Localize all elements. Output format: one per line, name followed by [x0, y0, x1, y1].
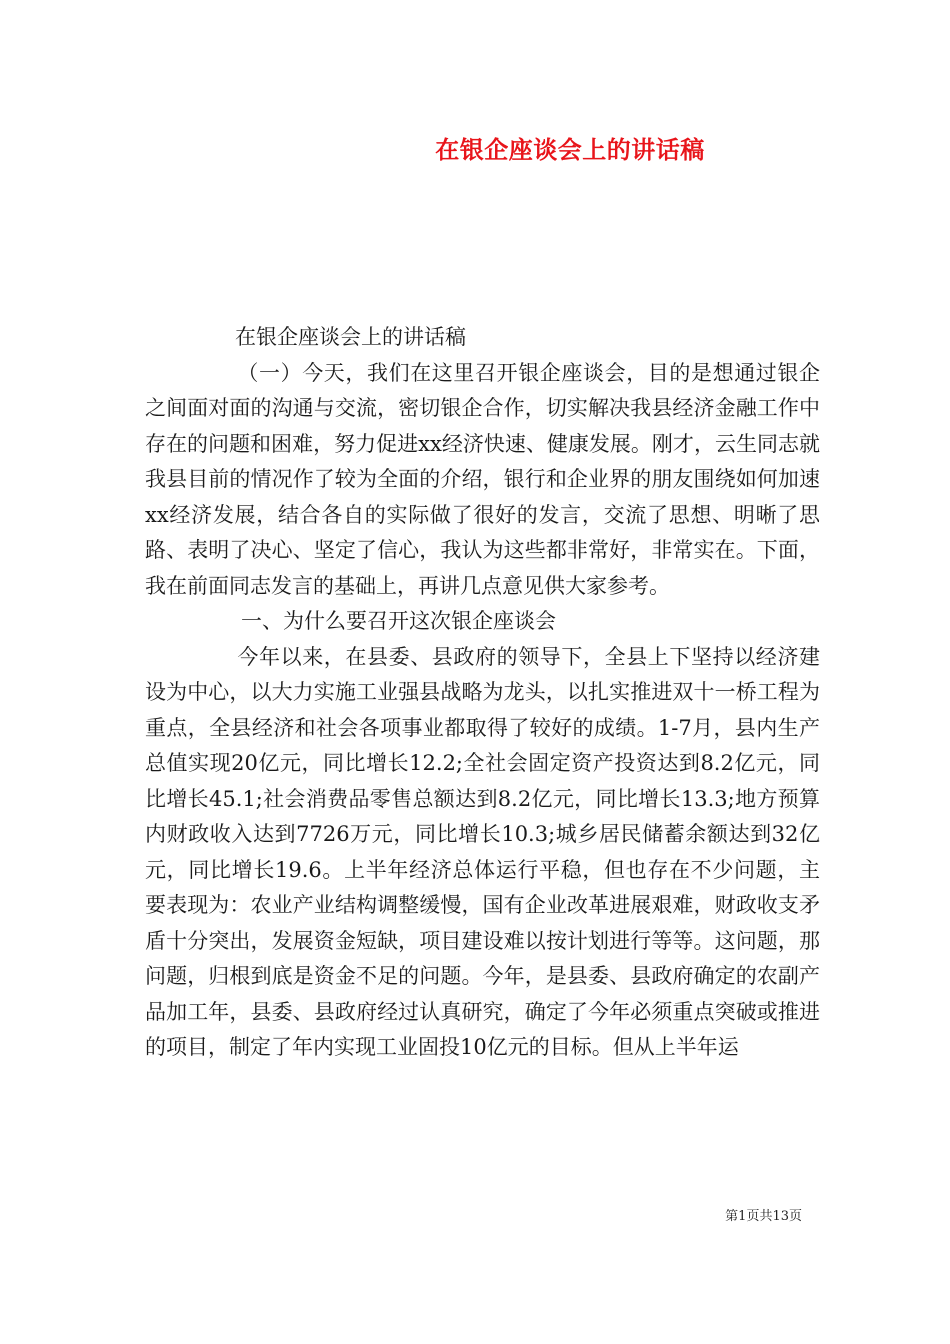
document-subtitle: 在银企座谈会上的讲话稿 — [235, 325, 466, 349]
page-number: 第1页共13页 — [725, 1209, 802, 1224]
document-body — [145, 320, 820, 1066]
section-heading-1: 一、为什么要召开这次银企座谈会 — [241, 609, 556, 633]
page-title: 在银企座谈会上的讲话稿 — [435, 135, 705, 164]
paragraph-section-1: 今年以来，在县委、县政府的领导下，全县上下坚持以经济建设为中心，以大力实施工业强县战略为龙头，以扎实推进双十一桥工程为重点，全县经济和社会各项事业都取得了较好的成绩。1-7月，县内生产总值实现20亿元，同比增长12.2;全社会固定资产投资达到8.2亿元，同比增长45.1;社会消费品零售总额达到8.2亿元，同比增长13.3;地方预算内财政收入达到7726万元，同比增长10.3;城乡居民储蓄余额达到32亿元，同比增长19.6。上半年经济总体运行平稳，但也存在不少问题，主要表现为：农业产业结构调整缓慢，国有企业改革进展艰难，财政收支矛盾十分突出，发展资金短缺，项目建设难以按计划进行等等。这问题，那问题，归根到底是资金不足的问题。今年，是县委、县政府确定的农副产品加工年，县委、县政府经过认真研究，确定了今年必须重点突破或推进的项目，制定了年内实现工业固投10亿元的目标。但从上半年运 — [145, 644, 820, 1059]
paragraph-intro: （一）今天，我们在这里召开银企座谈会，目的是想通过银企之间面对面的沟通与交流，密切银企合作，切实解决我县经济金融工作中存在的问题和困难，努力促进xx经济快速、健康发展。刚才，云生同志就我县目前的情况作了较为全面的介绍，银行和企业界的朋友围绕如何加速xx经济发展，结合各自的实际做了很好的发言，交流了思想、明晰了思路、表明了决心、坚定了信心，我认为这些都非常好，非常实在。下面，我在前面同志发言的基础上，再讲几点意见供大家参考。 — [145, 360, 820, 598]
